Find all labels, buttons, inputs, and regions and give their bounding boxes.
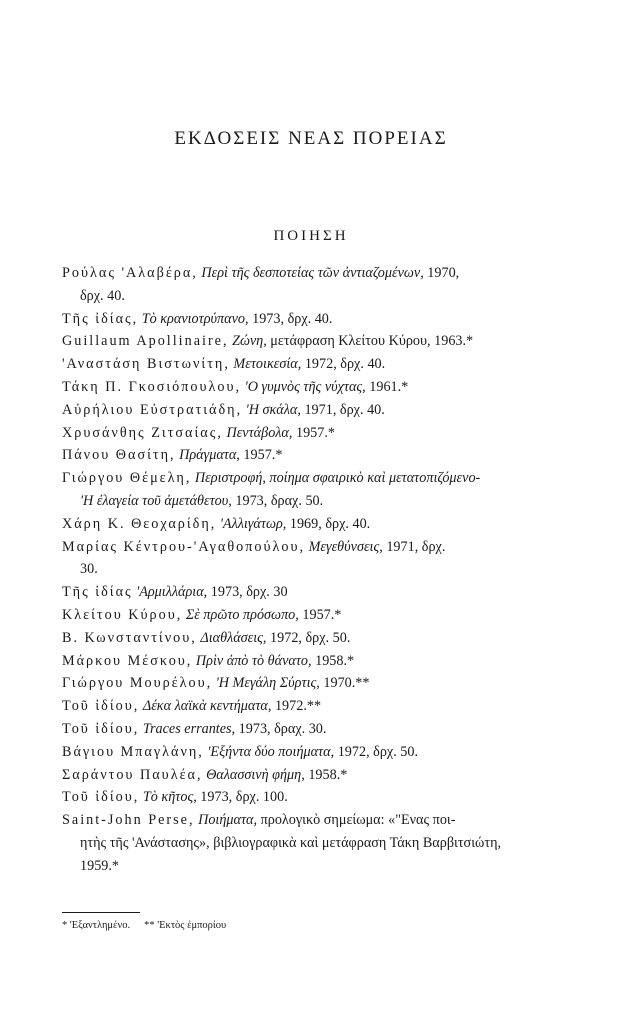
entry-author: Κλείτου Κύρου, [62, 606, 183, 623]
list-item [62, 467, 590, 490]
entry-author: Χρυσάνθης Ζιτσαίας, [62, 424, 223, 441]
entry-work: Πεντάβολα, [226, 424, 293, 441]
entry-details: 1973, δρχ. 30 [207, 584, 288, 601]
entry-details: 30. [80, 561, 98, 578]
entry-details: προλογικὸ σημείωμα: «"Ενας ποι- [257, 812, 456, 829]
entry-work: 'Ο γυμνὸς τῆς νύχτας, [244, 378, 366, 395]
entry-author: 'Αναστάση Βιστωνίτη, [62, 356, 230, 373]
list-item [62, 672, 590, 695]
entry-work: Μεγεθύνσεις, [308, 538, 383, 555]
entry-work: Πράγματα, [179, 447, 240, 464]
entry-details: 1972.** [271, 698, 322, 715]
list-item [62, 855, 590, 878]
entry-details: 1970, [423, 265, 460, 281]
list-item [62, 695, 590, 718]
entry-work: 'Εξήντα δύο ποιήματα, [207, 743, 335, 760]
entry-details: 1971, δρχ. [382, 538, 446, 555]
list-item [62, 627, 590, 650]
entry-details: 1958.* [311, 652, 355, 669]
entry-work: Πρὶν ἀπὸ τὸ θάνατο, [195, 652, 312, 669]
entry-author: Μαρίας Κέντρου-'Αγαθοπούλου, [62, 538, 306, 555]
entry-details: 1973, δρχ. 40. [248, 310, 333, 327]
entry-details: 1972, δρχ. 50. [266, 629, 351, 646]
entry-author: Guillaum Apollinaire, [62, 333, 229, 350]
list-item [62, 809, 590, 832]
entry-details: 1957.* [298, 606, 342, 623]
entry-work: 'Η σκάλα, [245, 401, 301, 418]
entry-details: 1961.* [365, 378, 409, 395]
entry-work: Θαλασσινὴ φήμη, [206, 766, 305, 783]
entry-details: 1971, δρχ. 40. [300, 401, 385, 418]
list-item [62, 581, 590, 604]
section-title: ΠΟΙΗΣΗ [273, 228, 349, 244]
entry-details: 1972, δρχ. 50. [334, 743, 419, 760]
entry-author: Τῆς ἰδίας [62, 584, 133, 601]
entry-details: 1973, δραχ. 30. [235, 720, 327, 737]
list-item [62, 376, 590, 399]
entry-author: Βάγιου Μπαγλάνη, [62, 743, 204, 760]
entry-author: Saint-John Perse, [62, 812, 195, 829]
entry-author: Τοῦ ἰδίου, [62, 698, 140, 715]
entry-work: Traces errantes, [142, 720, 236, 737]
entry-details: 1973, δραχ. 50. [231, 492, 324, 509]
entry-work: Σὲ πρῶτο πρόσωπο, [185, 606, 299, 623]
entry-author: Πάνου Θασίτη, [62, 447, 176, 464]
entry-work: Τὸ κρανιοτρύπανο, [141, 310, 249, 327]
entry-author: Ρούλας 'Αλαβέρα, [62, 265, 198, 281]
list-item [62, 285, 590, 308]
list-item [62, 832, 590, 855]
entry-author: Τῆς ἰδίας, [62, 310, 139, 327]
footnote-out-of-print: * 'Εξαντλημένο. [62, 920, 131, 931]
list-item [62, 604, 590, 627]
entry-author: Αὐρήλιου Εὐστρατιάδη, [62, 401, 243, 418]
footnote-not-for-sale: ** 'Εκτὸς ἐμπορίου [144, 920, 227, 931]
entry-author: Γιώργου Μουρέλου, [62, 675, 213, 692]
list-item [62, 399, 590, 422]
list-item [62, 422, 590, 445]
list-item [62, 536, 590, 559]
entry-details: 1969, δρχ. 40. [286, 515, 371, 532]
list-item [62, 490, 590, 513]
entry-details: 1959.* [80, 857, 120, 874]
entry-details: 1972, δρχ. 40. [301, 356, 386, 373]
entry-author: Τάκη Π. Γκοσιόπουλου, [62, 378, 242, 395]
entry-work: 'Η Μεγάλη Σύρτις, [215, 675, 320, 692]
list-item [62, 444, 590, 467]
entry-author: Τοῦ ἰδίου, [62, 789, 140, 806]
entry-work: Περιστροφή, ποίημα σφαιρικὸ καὶ μετατοπιζόμενο- [194, 470, 481, 487]
entry-work: Τὸ κῆτος, [142, 789, 197, 806]
footnote-divider [62, 912, 140, 913]
entry-work: 'Η ἐλαγεία τοῦ ἀμετάθετου, [80, 492, 232, 509]
entry-details: 1957.* [292, 424, 335, 441]
entry-work: 'Αρμιλλάρια, [136, 584, 208, 601]
entry-work: Διαθλάσεις, [200, 629, 267, 646]
entry-work: 'Αλλιγάτωρ, [219, 515, 287, 532]
list-item [62, 262, 590, 285]
entry-details: μετάφραση Κλείτου Κύρου, 1963.* [266, 333, 474, 350]
entry-author: Χάρη Κ. Θεοχαρίδη, [62, 515, 217, 532]
list-item [62, 558, 590, 581]
list-item [62, 513, 590, 536]
entry-work: Περὶ τῆς δεσποτείας τῶν ἀντιαζομένων, [201, 265, 424, 281]
list-item [62, 353, 590, 376]
list-item [62, 650, 590, 673]
list-item [62, 330, 590, 353]
footnote [62, 920, 590, 931]
entry-author: Μάρκου Μέσκου, [62, 652, 193, 669]
entry-details: δρχ. 40. [80, 287, 125, 304]
entry-details: 1973, δρχ. 100. [196, 789, 288, 806]
list-item [62, 718, 590, 741]
entry-details: 1957.* [239, 447, 283, 464]
entry-author: Γιώργου Θέμελη, [62, 470, 192, 487]
list-item [62, 308, 590, 331]
entry-details: 1958.* [304, 766, 348, 783]
publisher-title: ΕΚΔΟΣΕΙΣ ΝΕΑΣ ΠΟΡΕΙΑΣ [174, 128, 448, 149]
bibliography-list [62, 262, 590, 878]
list-item [62, 741, 590, 764]
list-item [62, 764, 590, 787]
entry-details: ητὴς τῆς 'Ανάστασης», βιβλιογραφικὰ καὶ μετάφραση Τάκη Βαρβιτσιώτη, [80, 834, 502, 851]
entry-author: Β. Κωνσταντίνου, [62, 629, 197, 646]
entry-work: Ζώνη, [232, 333, 267, 350]
entry-details: 1970.** [319, 675, 370, 692]
entry-work: Μετοικεσία, [233, 356, 302, 373]
entry-author: Τοῦ ἰδίου, [62, 720, 140, 737]
list-item [62, 786, 590, 809]
entry-work: Δέκα λαϊκὰ κεντήματα, [142, 698, 272, 715]
entry-work: Ποιήματα, [198, 812, 258, 829]
entry-author: Σαράντου Παυλέα, [62, 766, 203, 783]
